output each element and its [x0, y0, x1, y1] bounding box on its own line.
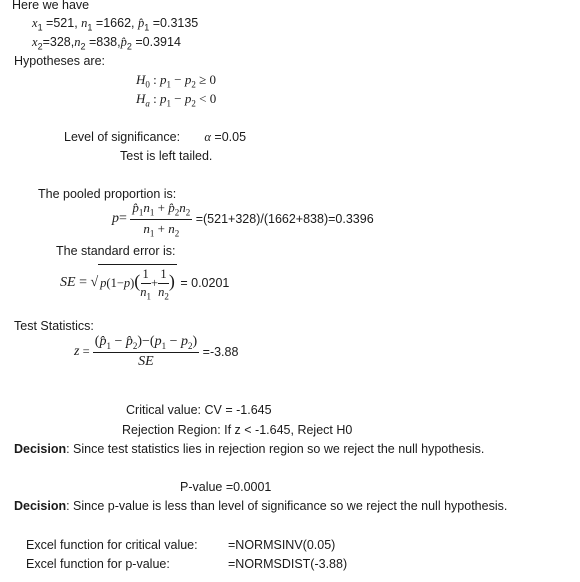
pooled-formula: p= $\frac{p̂_1n_1 + p̂_2n_2}{n_1 + n_2}$ =(521+328)/(1662+838)=0.3396: [112, 200, 374, 239]
se-label: The standard error is:: [56, 244, 176, 258]
excel-critical-label: Excel function for critical value:: [26, 538, 198, 552]
rejection-region: Rejection Region: If z < -1.645, Reject H0: [122, 423, 353, 437]
intro-text: Here we have: [12, 0, 90, 12]
decision-1: Decision: Since test statistics lies in rejection region so we reject the null hypothesis.: [14, 442, 485, 456]
null-hypothesis: $H_0$ : $p_1 - p_2 \ge 0$: [136, 72, 216, 90]
excel-pvalue-formula: =NORMSDIST(-3.88): [228, 557, 348, 571]
tail-text: Test is left tailed.: [120, 149, 213, 163]
critical-value: Critical value: CV = -1.645: [126, 403, 272, 417]
test-label: Test Statistics:: [14, 319, 94, 333]
p-value: P-value =0.0001: [180, 480, 272, 494]
pooled-calc: =(521+328)/(1662+838)=0.3396: [195, 212, 374, 227]
hypotheses-label: Hypotheses are:: [14, 54, 106, 68]
test-formula: z = $\frac{(p̂_1 - p̂_2)-(p_1 - p_2)}{SE}$ =-3.88: [74, 334, 239, 369]
excel-critical-formula: =NORMSINV(0.05): [228, 538, 336, 552]
se-value: = 0.0201: [180, 275, 230, 290]
excel-pvalue-label: Excel function for p-value:: [26, 557, 170, 571]
significance-line: Level of significance: α =0.05: [64, 130, 247, 144]
decision-2: Decision: Since p-value is less than level of significance so we reject the null hypothesis.: [14, 499, 508, 513]
given-line-2: $x_2=328,n_2$ $=838,p̂_2 =0.3914$: [32, 35, 181, 52]
test-value: =-3.88: [202, 344, 239, 359]
pooled-label: The pooled proportion is:: [38, 187, 177, 201]
alternative-hypothesis: $H_a$ : $p_1 - p_2 < 0$: [136, 91, 217, 109]
given-line-1: $x_1 =521$, $n_1 =1662$, $p̂_1 =0.3135$: [32, 16, 199, 33]
se-formula: SE = √ p(1−p)( $\frac{1}{n_1}$ + $\frac{1}{n_2}$ ) = 0.0201: [60, 264, 229, 302]
